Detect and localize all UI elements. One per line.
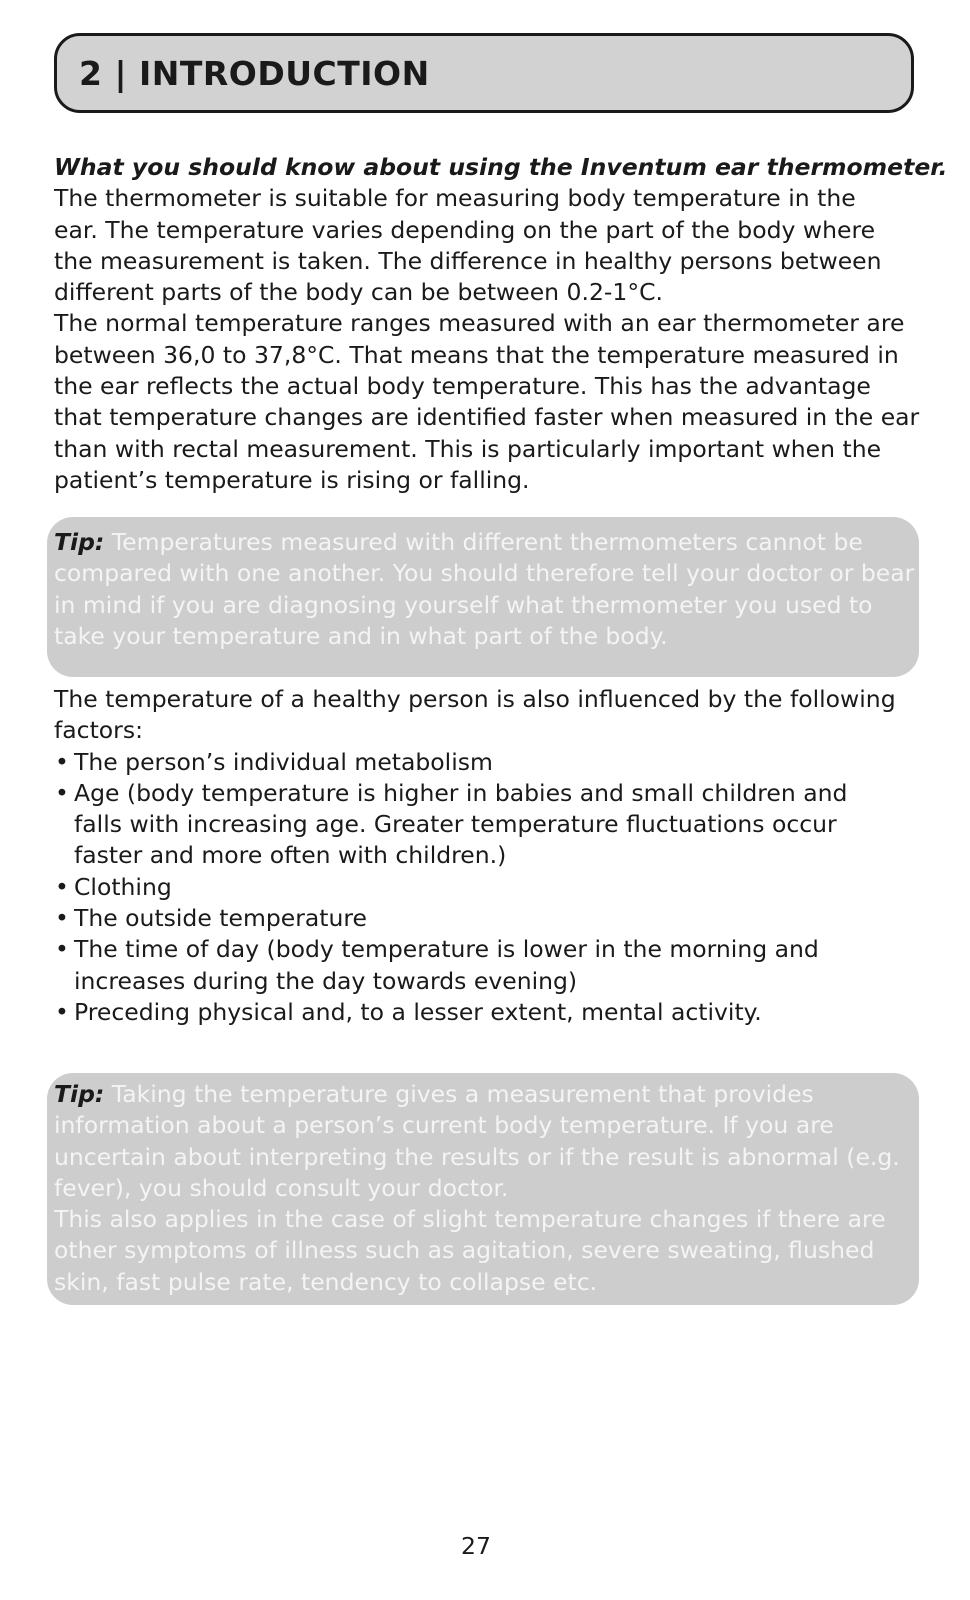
section-title: 2 | INTRODUCTION [79,54,430,93]
tip-text: in mind if you are diagnosing yourself what thermometer you used to [54,590,873,619]
factors-intro: factors: [54,716,144,745]
tip-text: information about a person’s current body temperature. If you are [54,1111,834,1140]
tip-box-thermometers [47,517,919,677]
section-header [54,33,914,113]
list-item: • Preceding physical and, to a lesser extent, mental activity. [54,997,924,1028]
tip-text: Taking the temperature gives a measurement that provides [104,1080,814,1108]
tip-text: take your temperature and in what part of the body. [54,621,668,650]
tip-text: skin, fast pulse rate, tendency to collapse etc. [54,1267,598,1296]
intro-lead: What you should know about using the Inventum ear thermometer. [54,153,948,181]
tip-text: uncertain about interpreting the results or if the result is abnormal (e.g. [54,1142,900,1171]
tip-text: compared with one another. You should therefore tell your doctor or bear [54,559,915,588]
intro-section [54,152,948,496]
tip-box-consult-doctor [47,1073,919,1305]
tip-label: Tip: [54,528,105,556]
intro-line: The normal temperature ranges measured with an ear thermometer are [54,309,905,338]
tip-text: fever), you should consult your doctor. [54,1173,509,1202]
list-item: • The time of day (body temperature is lower in the morning and increases during the day towards evening) [54,934,924,997]
factors-list [54,747,924,1029]
intro-line: than with rectal measurement. This is particularly important when the [54,434,882,463]
tip-text: other symptoms of illness such as agitation, severe sweating, flushed [54,1236,875,1265]
intro-line: between 36,0 to 37,8°C. That means that the temperature measured in [54,340,899,369]
list-item: • Clothing [54,872,924,903]
intro-line: that temperature changes are identified faster when measured in the ear [54,403,920,432]
intro-line: the measurement is taken. The difference in healthy persons between [54,246,882,275]
list-item: • The outside temperature [54,903,924,934]
list-item: • Age (body temperature is higher in babies and small children and falls with increasing age. Greater temperature fluctuations occur faster and more often with children.) [54,778,924,872]
page-number: 27 [461,1532,491,1560]
intro-line: the ear reflects the actual body temperature. This has the advantage [54,372,871,401]
tip-text: Temperatures measured with different thermometers cannot be [104,528,863,556]
intro-line: patient’s temperature is rising or falling. [54,465,530,494]
list-item: • The person’s individual metabolism [54,747,924,778]
intro-line: The thermometer is suitable for measuring body temperature in the [54,184,856,213]
tip-text: This also applies in the case of slight temperature changes if there are [54,1205,886,1234]
factors-intro: The temperature of a healthy person is also influenced by the following [54,685,896,713]
factors-section [54,684,924,1028]
intro-line: ear. The temperature varies depending on the part of the body where [54,215,876,244]
tip-label: Tip: [54,1080,105,1108]
intro-line: different parts of the body can be between 0.2-1°C. [54,278,663,307]
